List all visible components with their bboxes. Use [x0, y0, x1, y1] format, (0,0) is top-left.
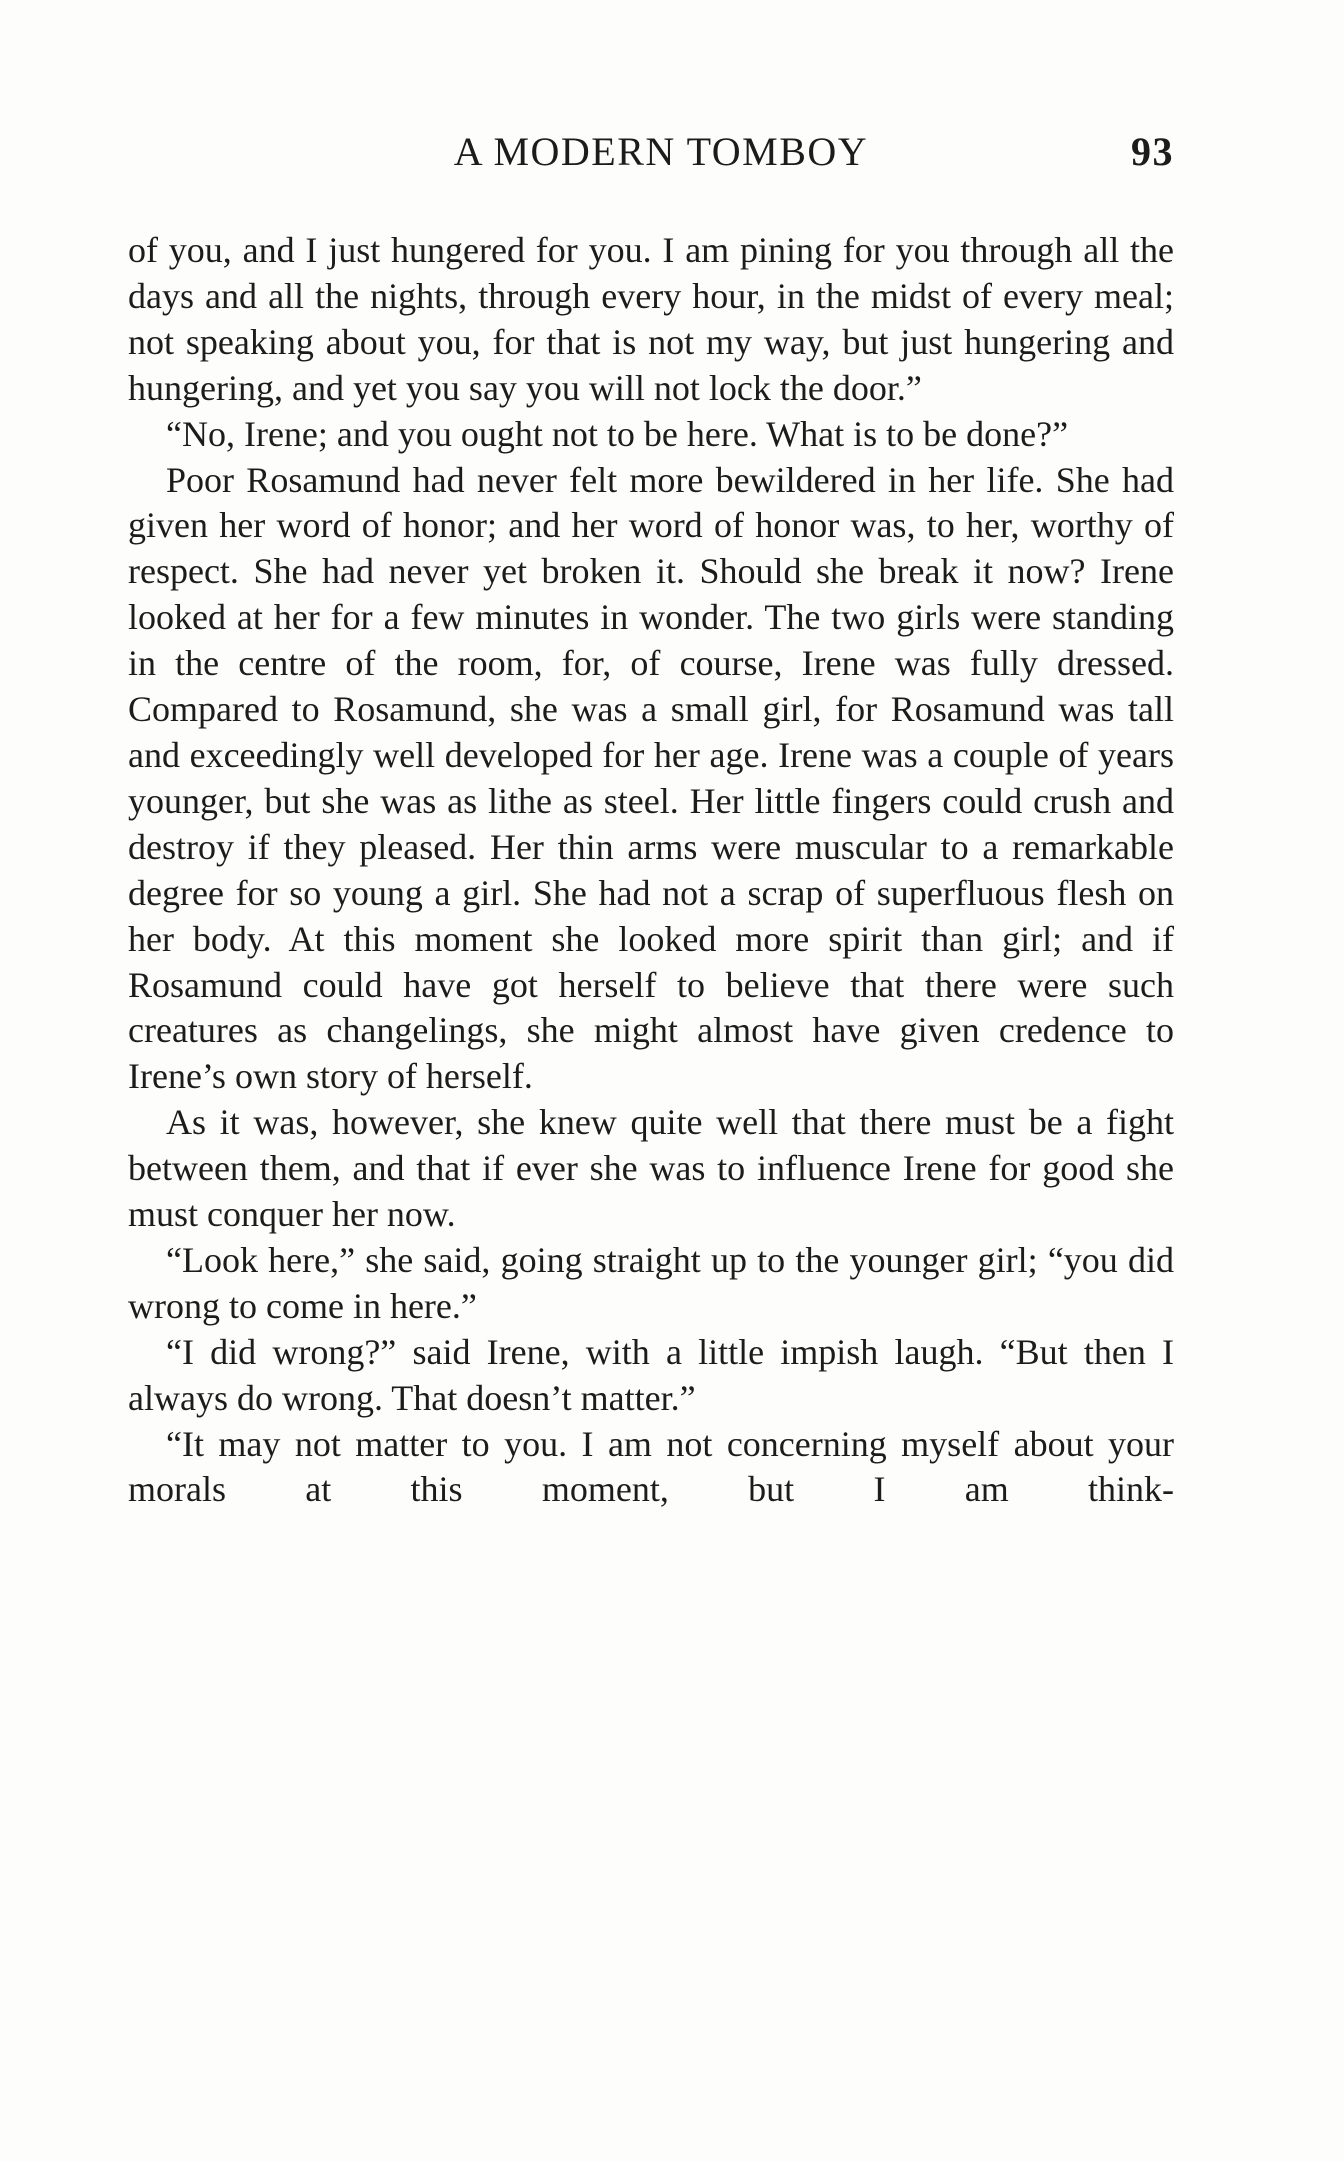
paragraph: Poor Rosamund had never felt more bewildered in her life. She had given her word of honor; and her word of honor was, to her, worthy of respect. She had never yet broken it. Should she break it now? Irene looked at her for a few minutes in wonder. The two girls were standing in the centre of the room, for, of course, Irene was fully dressed. Compared to Rosamund, she was a small girl, for Rosamund was tall and exceedingly well developed for her age. Irene was a couple of years younger, but she was as lithe as steel. Her little fingers could crush and destroy if they pleased. Her thin arms were muscular to a remarkable degree for so young a girl. She had not a scrap of superfluous flesh on her body. At this moment she looked more spirit than girl; and if Rosamund could have got herself to believe that there were such creatures as changelings, she might almost have given credence to Irene’s own story of herself.	[128, 459, 1174, 1097]
paragraph: of you, and I just hungered for you. I am pining for you through all the days and all the nights, through every hour, in the midst of every meal; not speaking about you, for that is not my way, but just hungering and hungering, and yet you say you will not lock the door.”	[128, 230, 1174, 408]
running-title: A MODERN TOMBOY	[453, 129, 869, 174]
paragraph: As it was, however, she knew quite well that there must be a fight between them, and that if ever she was to influence Irene for good she must conquer her now.	[128, 1102, 1174, 1235]
body-text	[128, 228, 1174, 1513]
paragraph: “No, Irene; and you ought not to be here. What is to be done?”	[166, 413, 1069, 454]
paragraph: “I did wrong?” said Irene, with a little impish laugh. “But then I always do wrong. That doesn’t matter.”	[128, 1331, 1174, 1418]
paragraph: “Look here,” she said, going straight up to the younger girl; “you did wrong to come in here.”	[128, 1239, 1174, 1326]
paragraph: “It may not matter to you. I am not concerning myself about your morals at this moment, but I am think-	[128, 1423, 1174, 1510]
page-number: 93	[1131, 129, 1174, 174]
running-head	[128, 128, 1174, 178]
